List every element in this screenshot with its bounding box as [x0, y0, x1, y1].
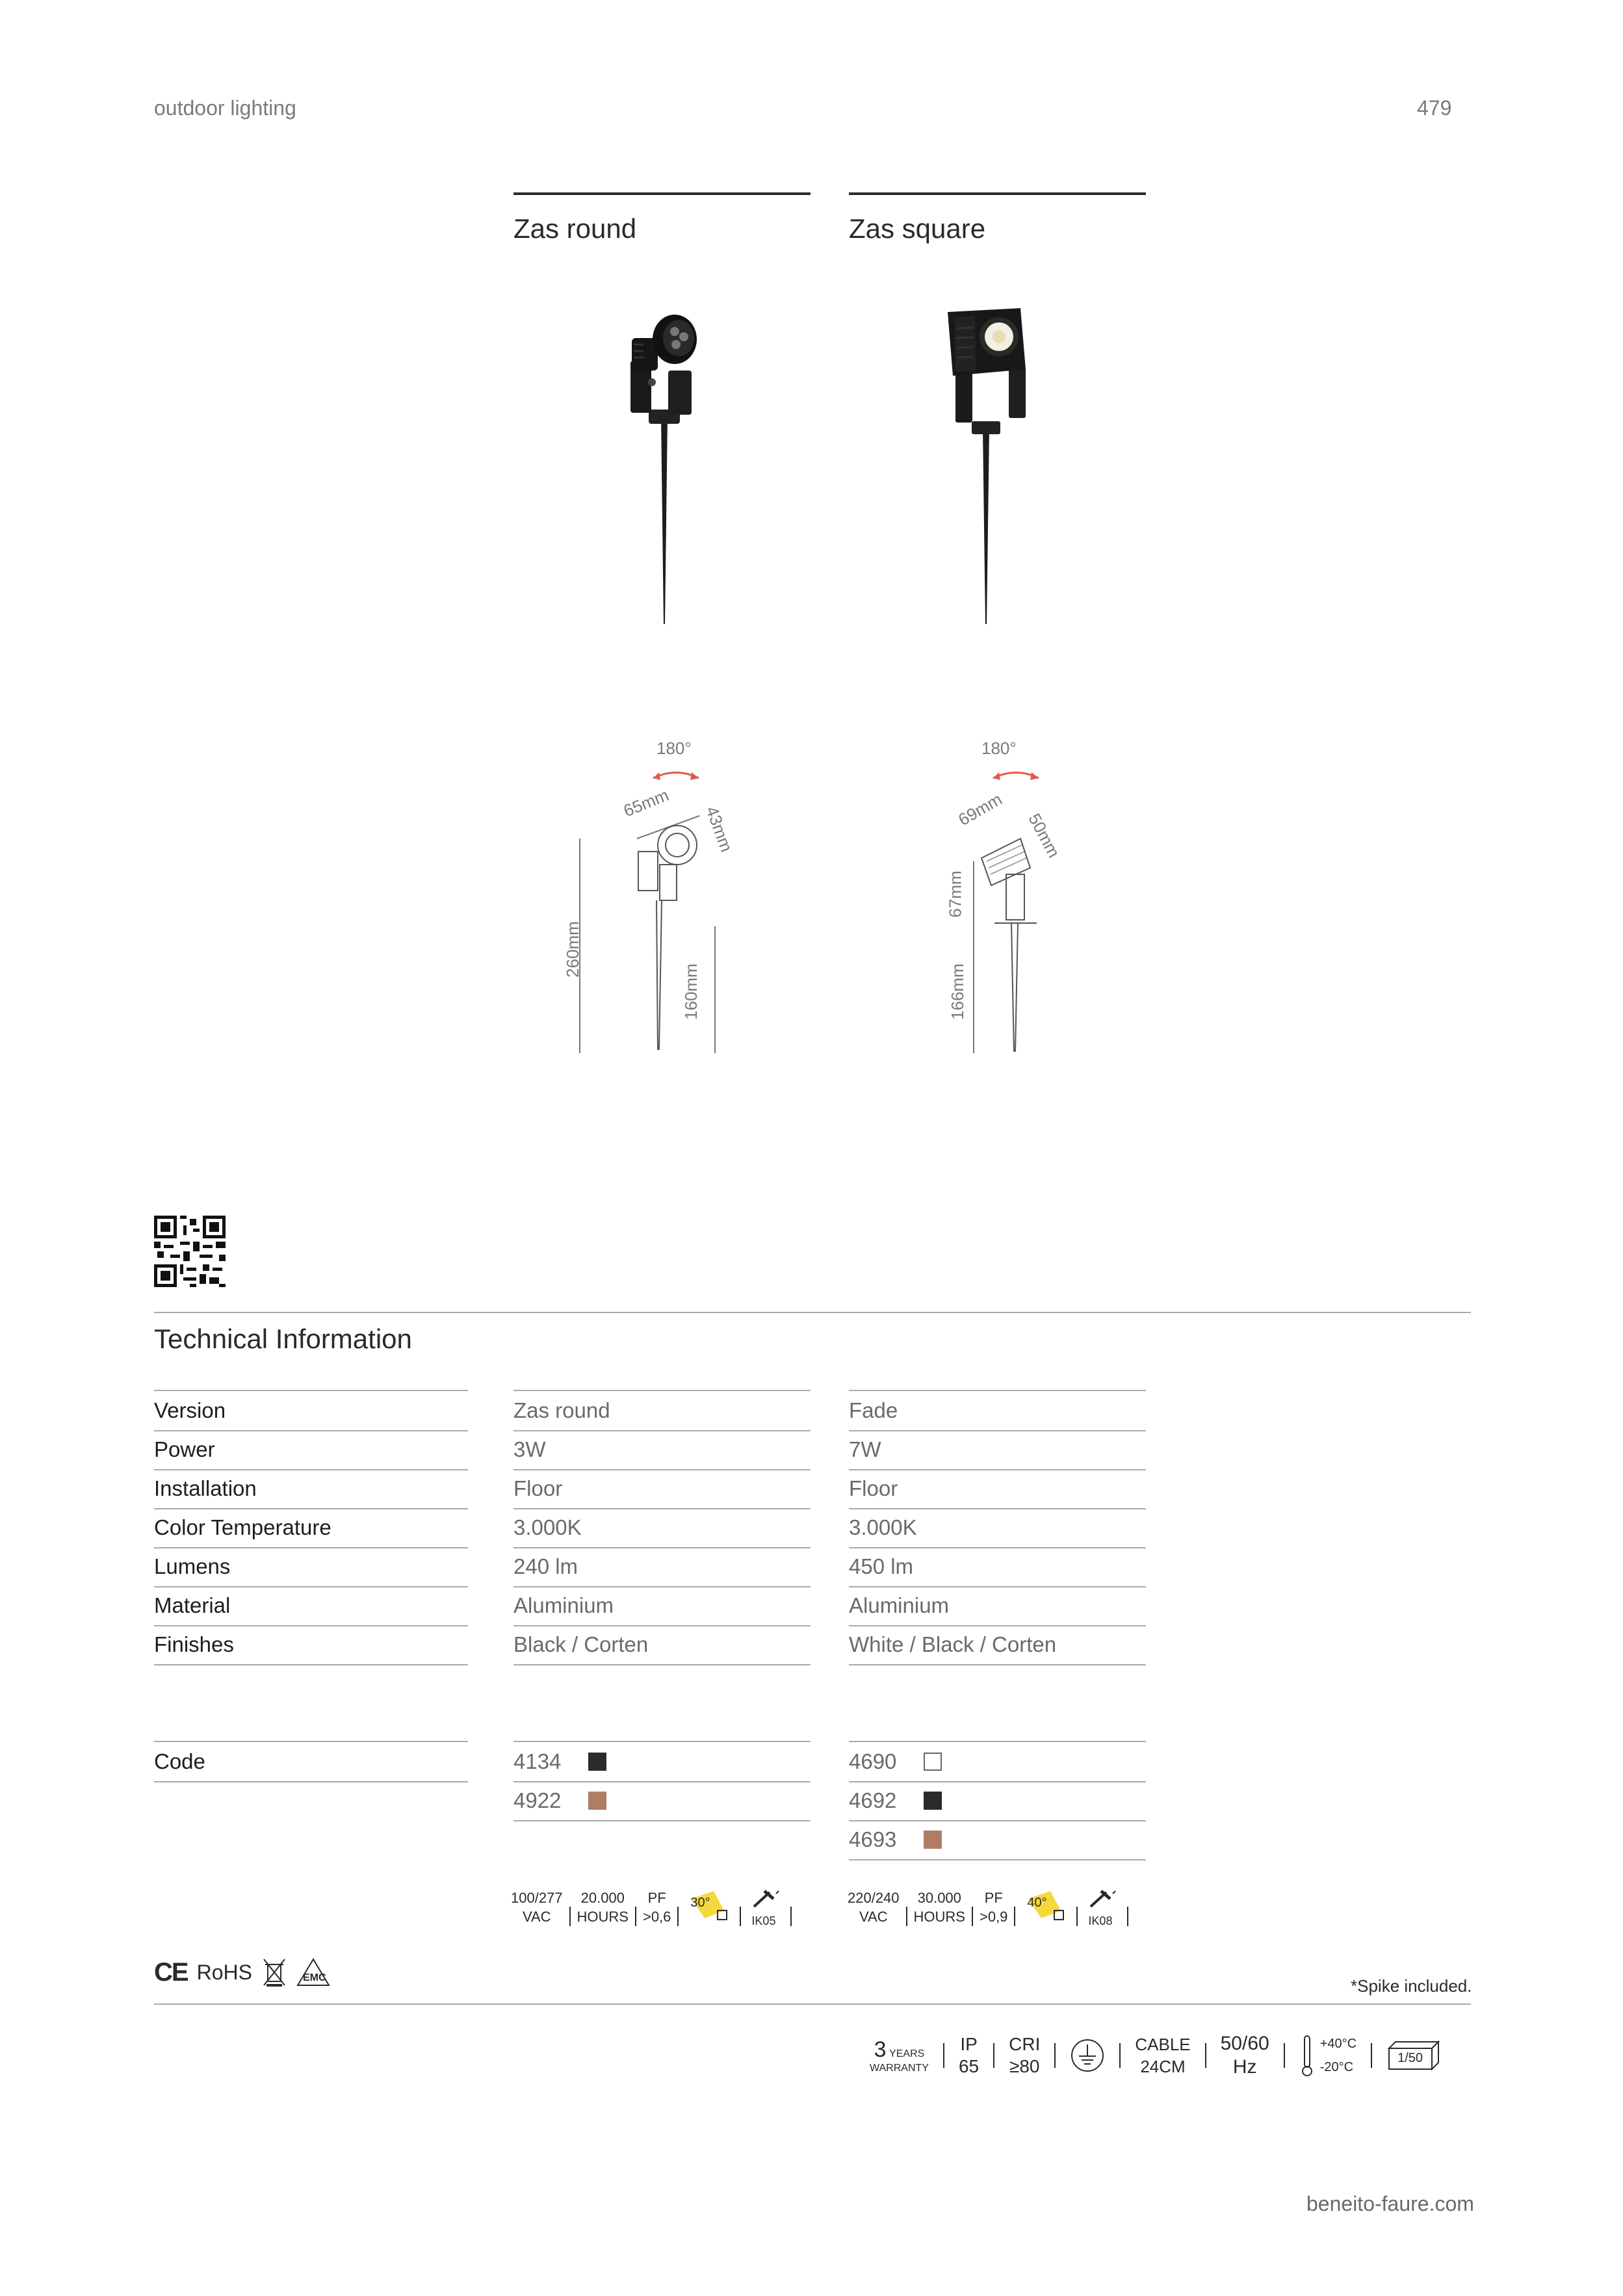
spec-value-square: White / Black / Corten: [849, 1625, 1146, 1665]
code-row: [849, 1781, 1146, 1821]
divider: [1076, 1907, 1078, 1926]
finish-swatch-black: [924, 1792, 942, 1810]
zas-square-dimension-diagram: [923, 735, 1092, 1073]
page-number: 479: [1417, 96, 1452, 120]
spec-value-square: Floor: [849, 1469, 1146, 1509]
spec-label-material: Material: [154, 1586, 468, 1626]
beam-angle-icon: 40°: [1022, 1888, 1070, 1926]
voltage-spec: 220/240 VAC: [848, 1890, 900, 1925]
impact-rating-icon: IK05: [747, 1888, 784, 1926]
divider: [1127, 1907, 1128, 1926]
finish-swatch-corten: [924, 1831, 942, 1849]
divider: [635, 1907, 636, 1926]
voltage-spec: 100/277 VAC: [511, 1890, 563, 1925]
spike-note: *Spike included.: [1351, 1976, 1472, 1996]
width-label: 65mm: [620, 785, 672, 821]
technical-information-title: Technical Information: [154, 1324, 412, 1354]
spec-label-installation: Installation: [154, 1469, 468, 1509]
earth-ground-icon: [1070, 2038, 1105, 2073]
spec-value-square: 3.000K: [849, 1508, 1146, 1548]
spec-value-round: Floor: [513, 1469, 811, 1509]
product-rule: [513, 192, 811, 195]
divider: [569, 1907, 571, 1926]
spec-value-round: 3.000K: [513, 1508, 811, 1548]
product-code: 4922: [513, 1788, 562, 1812]
product-code: 4692: [849, 1788, 897, 1812]
general-spec-icons: [870, 2032, 1441, 2079]
zas-round-dimension-diagram: [562, 735, 741, 1073]
product-code: 4693: [849, 1827, 897, 1851]
zas-round-product-image: [598, 299, 728, 631]
certifications: [154, 1957, 330, 1988]
spec-icons-square: [848, 1888, 1135, 1926]
code-row: [513, 1781, 811, 1821]
code-label: Code: [154, 1741, 468, 1782]
warranty-spec: 3 YEARS WARRANTY: [870, 2037, 929, 2074]
rotation-label: 180°: [981, 738, 1017, 758]
ce-mark-icon: CE: [154, 1957, 188, 1987]
spec-label-version: Version: [154, 1390, 468, 1431]
divider: [677, 1907, 679, 1926]
finish-swatch-white: [924, 1753, 942, 1771]
temperature-range-spec: +40°C -20°C: [1299, 2032, 1357, 2079]
code-row: [849, 1741, 1146, 1782]
website-link[interactable]: beneito-faure.com: [1306, 2192, 1474, 2215]
head-label: 50mm: [1024, 810, 1064, 861]
lifetime-spec: 30.000 HOURS: [913, 1890, 965, 1925]
divider: [972, 1907, 973, 1926]
thermometer-icon: [1299, 2033, 1315, 2078]
divider: [790, 1907, 792, 1926]
spec-label-color-temperature: Color Temperature: [154, 1508, 468, 1548]
power-factor-spec: PF >0,9: [979, 1890, 1008, 1925]
product-code: 4690: [849, 1749, 897, 1773]
body-height-label: 67mm: [945, 870, 965, 918]
code-row: [513, 1741, 811, 1782]
divider: [1284, 2043, 1285, 2068]
impact-rating-icon: IK08: [1084, 1888, 1121, 1926]
divider: [1054, 2043, 1056, 2068]
spec-value-round: Black / Corten: [513, 1625, 811, 1665]
finish-swatch-black: [588, 1753, 606, 1771]
spec-value-round: Zas round: [513, 1390, 811, 1431]
spec-value-square: Fade: [849, 1390, 1146, 1431]
divider: [943, 2043, 944, 2068]
divider: [993, 2043, 994, 2068]
spec-value-round: 240 lm: [513, 1547, 811, 1587]
footer-divider: [154, 2003, 1471, 2005]
section-divider: [154, 1312, 1471, 1313]
total-height-label: 260mm: [562, 921, 582, 978]
spec-value-square: Aluminium: [849, 1586, 1146, 1626]
product-code: 4134: [513, 1749, 562, 1773]
spec-value-square: 7W: [849, 1430, 1146, 1470]
spec-label-lumens: Lumens: [154, 1547, 468, 1587]
beam-angle-icon: 30°: [685, 1888, 733, 1926]
cable-length-spec: CABLE 24CM: [1135, 2035, 1191, 2076]
head-label: 43mm: [702, 803, 737, 855]
divider: [1119, 2043, 1121, 2068]
code-row: [849, 1820, 1146, 1860]
product-title-round: Zas round: [513, 213, 637, 244]
section-title: outdoor lighting: [154, 96, 296, 120]
weee-bin-icon: [261, 1957, 287, 1988]
rotation-label: 180°: [656, 738, 692, 758]
power-factor-spec: PF >0,6: [642, 1890, 671, 1925]
rohs-label: RoHS: [196, 1960, 252, 1984]
product-title-square: Zas square: [849, 213, 986, 244]
emc-mark-icon: EMC: [296, 1958, 330, 1987]
finish-swatch-corten: [588, 1792, 606, 1810]
product-rule: [849, 192, 1146, 195]
spec-label-finishes: Finishes: [154, 1625, 468, 1665]
qr-code[interactable]: [154, 1216, 226, 1287]
spec-value-square: 450 lm: [849, 1547, 1146, 1587]
lifetime-spec: 20.000 HOURS: [577, 1890, 629, 1925]
cri-spec: CRI ≥80: [1009, 2034, 1041, 2076]
ip-rating-spec: IP 65: [958, 2034, 980, 2076]
zas-square-product-image: [936, 299, 1040, 631]
width-label: 69mm: [955, 789, 1006, 830]
spec-value-round: 3W: [513, 1430, 811, 1470]
frequency-spec: 50/60 Hz: [1220, 2033, 1269, 2078]
spec-label-power: Power: [154, 1430, 468, 1470]
spec-icons-round: [511, 1888, 798, 1926]
divider: [1205, 2043, 1206, 2068]
spike-length-label: 160mm: [681, 963, 701, 1020]
spike-length-label: 166mm: [947, 963, 967, 1020]
spec-value-round: Aluminium: [513, 1586, 811, 1626]
divider: [740, 1907, 741, 1926]
packaging-box-icon: 1/50: [1386, 2039, 1441, 2072]
divider: [1371, 2043, 1372, 2068]
divider: [1014, 1907, 1015, 1926]
divider: [906, 1907, 907, 1926]
